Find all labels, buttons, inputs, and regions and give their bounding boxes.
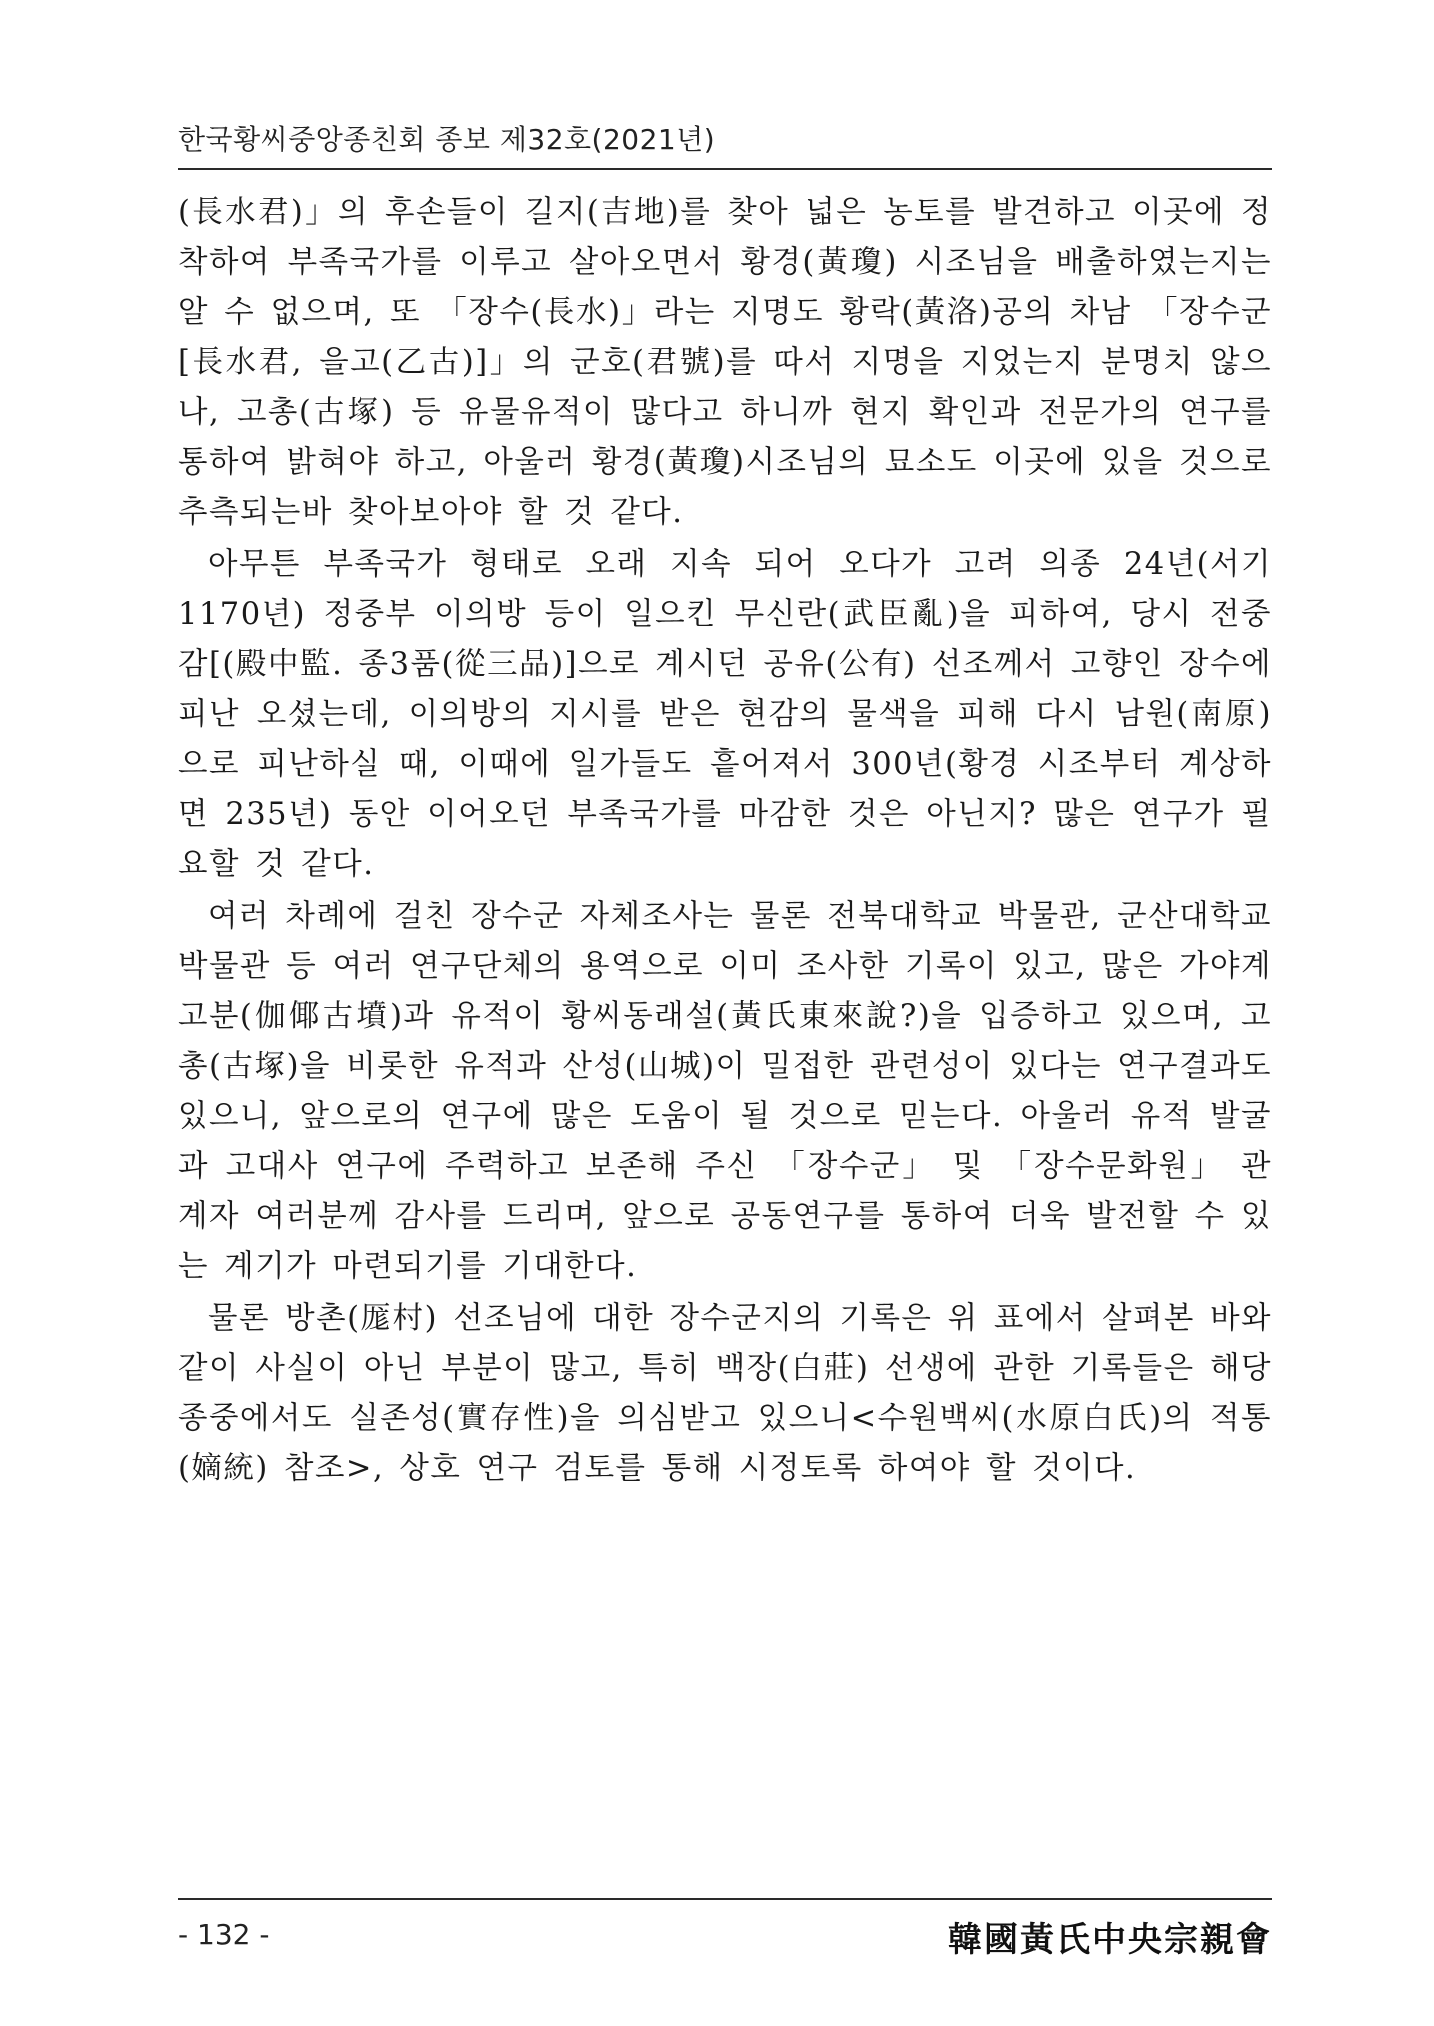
page-footer bbox=[178, 1898, 1272, 1960]
journal-title: 한국황씨중앙종친회 종보 제32호(2021년) bbox=[178, 123, 716, 156]
publisher-name: 韓國黃氏中央宗親會 bbox=[948, 1920, 1272, 1960]
paragraph: (長水君)」의 후손들이 길지(吉地)를 찾아 넓은 농토를 발견하고 이곳에 정착하여 부족국가를 이루고 살아오면서 황경(黃瓊) 시조님을 배출하였는지는 알 수 없으며, 또 「장수(長水)」라는 지명도 황락(黃洛)공의 차남 「장수군[長水君, 을고(乙古)]」의 군호(君號)를 따서 지명을 지었는지 분명치 않으나, 고총(古塚) 등 유물유적이 많다고 하니까 현지 확인과 전문가의 연구를 통하여 밝혀야 하고, 아울러 황경(黃瓊)시조님의 묘소도 이곳에 있을 것으로 추측되는바 찾아보아야 할 것 같다. bbox=[178, 195, 1272, 530]
page-number: - 132 - bbox=[178, 1918, 270, 1951]
article-body bbox=[178, 188, 1272, 1496]
paragraph: 여러 차례에 걸친 장수군 자체조사는 물론 전북대학교 박물관, 군산대학교 박물관 등 여러 연구단체의 용역으로 이미 조사한 기록이 있고, 많은 가야계 고분(伽倻古墳)과 유적이 황씨동래설(黃氏東來說?)을 입증하고 있으며, 고총(古塚)을 비롯한 유적과 산성(山城)이 밀접한 관련성이 있다는 연구결과도 있으니, 앞으로의 연구에 많은 도움이 될 것으로 믿는다. 아울러 유적 발굴과 고대사 연구에 주력하고 보존해 주신 「장수군」 및 「장수문화원」 관계자 여러분께 감사를 드리며, 앞으로 공동연구를 통하여 더욱 발전할 수 있는 계기가 마련되기를 기대한다. bbox=[178, 899, 1272, 1284]
page-header bbox=[178, 110, 1272, 170]
paragraph: 아무튼 부족국가 형태로 오래 지속 되어 오다가 고려 의종 24년(서기 1170년) 정중부 이의방 등이 일으킨 무신란(武臣亂)을 피하여, 당시 전중감[(殿中監. 종3품(從三品)]으로 계시던 공유(公有) 선조께서 고향인 장수에 피난 오셨는데, 이의방의 지시를 받은 현감의 물색을 피해 다시 남원(南原)으로 피난하실 때, 이때에 일가들도 흩어져서 300년(황경 시조부터 계상하면 235년) 동안 이어오던 부족국가를 마감한 것은 아닌지? 많은 연구가 필요할 것 같다. bbox=[178, 547, 1272, 882]
paragraph: 물론 방촌(厖村) 선조님에 대한 장수군지의 기록은 위 표에서 살펴본 바와 같이 사실이 아닌 부분이 많고, 특히 백장(白莊) 선생에 관한 기록들은 해당 종중에서도 실존성(實存性)을 의심받고 있으니<수원백씨(水原白氏)의 적통(嫡統) 참조>, 상호 연구 검토를 통해 시정토록 하여야 할 것이다. bbox=[178, 1301, 1272, 1486]
